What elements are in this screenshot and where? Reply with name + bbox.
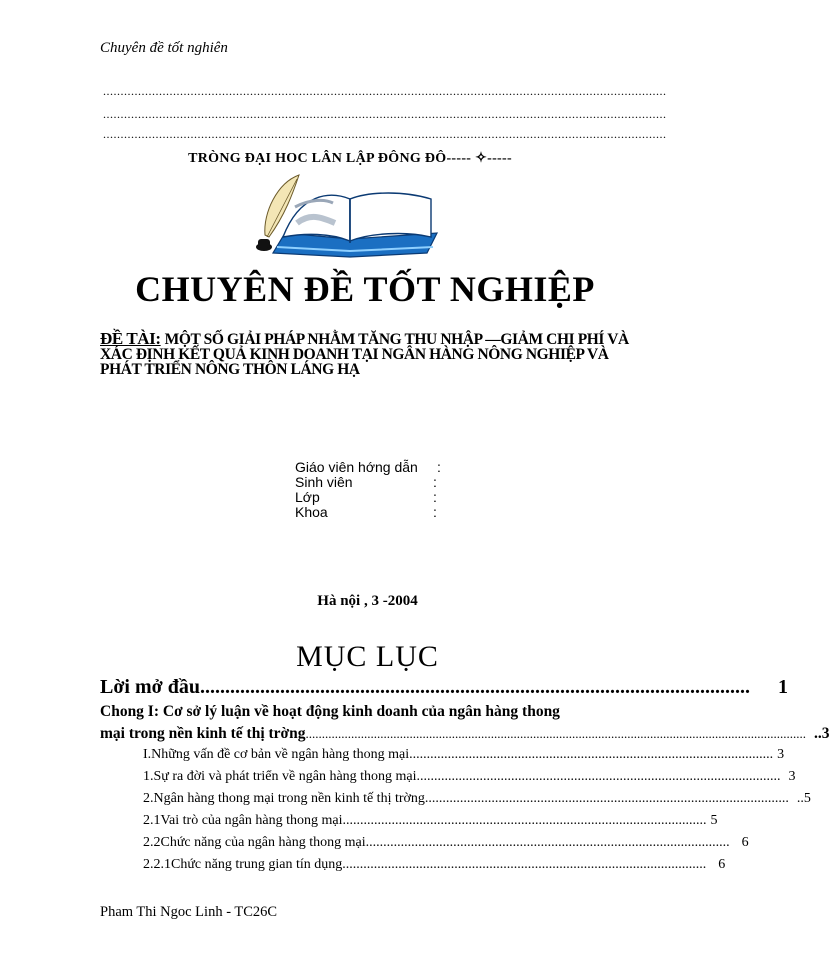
info-row-faculty (295, 505, 441, 520)
info-row-teacher (295, 460, 441, 475)
running-header: Chuyên đề tốt nghiên (100, 40, 228, 56)
author-info (295, 460, 441, 520)
toc-item-page: 6 (718, 857, 726, 872)
toc-item-label: Ngân hàng thong mại trong nền kinh tế thị trờng (153, 791, 425, 806)
dot-leader: ........................................................................................................ (424, 791, 789, 806)
dot-leader: ........................................................................................................ (342, 857, 707, 872)
topic-text: MỘT SỐ GIẢI PHÁP NHẰM TĂNG THU NHẬP —GIẢM CHI PHÍ VÀ XÁC ĐỊNH KẾT QUẢ KINH DOANH TẠI NGÂN HÀNG NÔNG NGHIỆP VÀ PHÁT TRIỂN NÔNG THÔN LÁNG HẠ (100, 331, 629, 378)
dot-leader: ........................................................................................................ (416, 769, 781, 784)
topic-label: ĐỀ TÀI: (100, 329, 161, 348)
toc-item-page: 3 (777, 747, 785, 762)
teacher-label: Giáo viên hớng dẫn (295, 459, 418, 475)
colon: : (433, 489, 437, 505)
toc-item[interactable] (143, 835, 749, 851)
school-name: TRÒNG ĐẠI HOC LÂN LẬP ĐÔNG ĐÔ----- ✧----- (188, 151, 512, 166)
info-row-student (295, 475, 441, 490)
toc-intro-page: 1 (777, 676, 788, 698)
dot-leader: .............................................................................................................. (199, 676, 750, 698)
toc-item-number: 2.2 (143, 835, 161, 850)
dot-leader: ........................................................................................................ (365, 835, 730, 850)
toc-item[interactable] (143, 813, 718, 829)
toc-chapter-1-row[interactable] (100, 725, 830, 743)
toc-item-label: Chức năng trung gian tín dụng (171, 857, 343, 872)
toc-intro-row[interactable] (100, 676, 788, 699)
toc-title: MỤC LỤC (296, 640, 439, 673)
date-line: Hà nội , 3 -2004 (317, 593, 418, 609)
dotted-line: ................................................................................................................................................................. (103, 84, 667, 98)
student-label: Sinh viên (295, 474, 353, 490)
document-title: CHUYÊN ĐỀ TỐT NGHIỆP (135, 269, 595, 309)
toc-item-label: Chức năng của ngân hàng thong mại (160, 835, 366, 850)
toc-item-page: 3 (788, 769, 796, 784)
dot-leader: ........................................................................................................ (342, 813, 707, 828)
toc-chapter-1-line2: mại trong nền kinh tế thị trờng (100, 725, 306, 742)
toc-item-label: I.Những vấn đề cơ bản về ngân hàng thong mại (143, 747, 410, 762)
toc-item-label: Vai trò của ngân hàng thong mại (160, 813, 343, 828)
dot-leader: .......................................................................................................................................................... (305, 726, 807, 741)
colon: : (433, 504, 437, 520)
colon: : (433, 474, 437, 490)
colon: : (437, 459, 441, 475)
dot-leader: ........................................................................................................ (409, 747, 774, 762)
toc-item-label: Sự ra đời và phát triển về ngân hàng thong mại (153, 769, 417, 784)
info-row-class (295, 490, 441, 505)
toc-item[interactable] (143, 769, 796, 785)
toc-item[interactable] (143, 857, 726, 873)
toc-chapter-1-page: ..3 (814, 725, 830, 742)
toc-item-number: 2.2.1 (143, 857, 171, 872)
book-quill-icon (255, 173, 445, 263)
dotted-line: ................................................................................................................................................................. (103, 107, 667, 121)
toc-item-number: 2.1 (143, 813, 161, 828)
toc-item-number: 1. (143, 769, 154, 784)
toc-item-page: 5 (710, 813, 718, 828)
toc-item[interactable] (143, 747, 785, 763)
toc-intro-label: Lời mở đầu (100, 676, 200, 698)
toc-item-number: 2. (143, 791, 154, 806)
class-label: Lớp (295, 489, 320, 505)
faculty-label: Khoa (295, 504, 328, 520)
toc-chapter-1-title[interactable]: Chong I: Cơ sở lý luận về hoạt động kinh doanh của ngân hàng thong (100, 703, 560, 720)
dotted-line: ................................................................................................................................................................. (103, 127, 667, 141)
topic-block (100, 331, 645, 377)
running-footer: Pham Thi Ngoc Linh - TC26C (100, 904, 278, 920)
toc-item[interactable] (143, 791, 811, 807)
toc-item-page: ..5 (796, 791, 811, 806)
toc-item-page: 6 (741, 835, 749, 850)
